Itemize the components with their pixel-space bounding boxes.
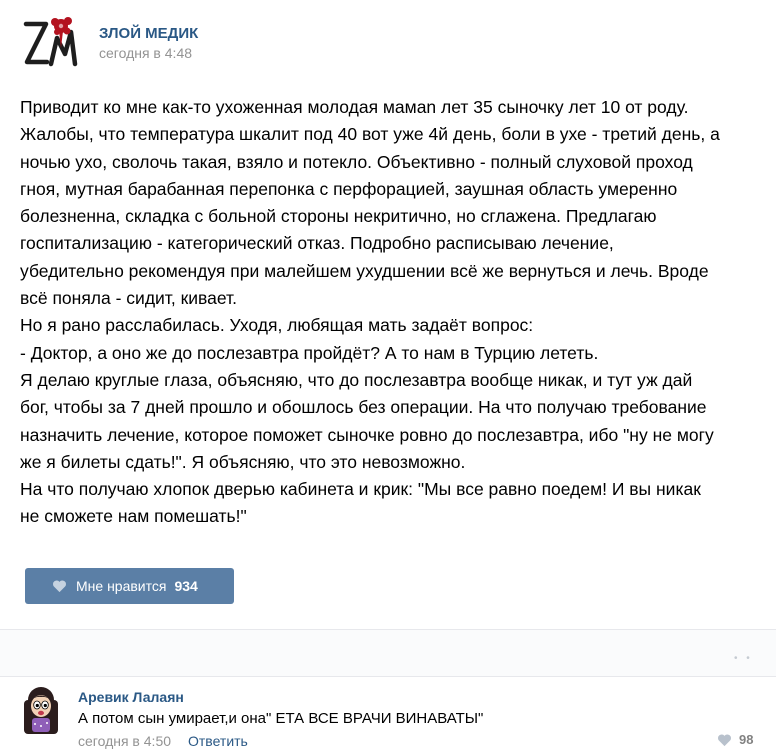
heart-icon (52, 579, 67, 593)
comment-like-count: 98 (739, 732, 754, 747)
post-text (20, 94, 760, 531)
comment-text: А потом сын умирает,и она" ЕТА ВСЕ ВРАЧИ ВИНАВАТЫ" (78, 710, 484, 727)
post-line: На что получаю хлопок дверью кабинета и крик: "Мы все равно поедем! И вы никак (20, 479, 701, 500)
post-line: ночью ухо, сволочь такая, взяло и потекло. Объективно - полный слуховой проход (20, 151, 693, 172)
zm-logo-icon[interactable] (21, 14, 79, 70)
post-line: болезненна, складка с больной стороны некритично, но сглажена. Предлагаю (20, 206, 657, 227)
post-line: Жалобы, что температура шкалит под 40 вот уже 4й день, боли в ухе - третий день, а (20, 124, 720, 145)
post-line: госпитализацию - категорический отказ. Подробно расписываю лечение, (20, 233, 614, 254)
like-label: Мне нравится (76, 578, 167, 594)
post-line: назначить лечение, которое поможет сыночке ровно до послезавтра, ибо "ну не могу (20, 424, 714, 445)
post-line: - Доктор, а оно же до послезавтра пройдёт? А то нам в Турцию лететь. (20, 342, 599, 363)
post-line: убедительно рекомендуя при малейшем ухудшении всё же вернуться и лечь. Вроде (20, 260, 709, 281)
comment-author[interactable]: Аревик Лалаян (78, 689, 184, 705)
post-line: Приводит ко мне как-то ухоженная молодая мамаn лет 35 сыночку лет 10 от роду. (20, 97, 689, 117)
post-line: всё поняла - сидит, кивает. (20, 288, 237, 309)
comment-input-area[interactable] (0, 630, 776, 676)
cartoon-girl-avatar[interactable] (21, 686, 61, 734)
divider (0, 676, 776, 677)
post-line: не сможете нам помешать!" (20, 506, 247, 527)
post-author[interactable]: ЗЛОЙ МЕДИК (99, 25, 199, 42)
more-dots-icon[interactable]: • • (734, 653, 753, 664)
post-line: Я делаю круглые глаза, объясняю, что до послезавтра вообще никак, и тут уж дай (20, 369, 693, 390)
post-line: бог, чтобы за 7 дней прошло и обошлось без операции. На что получаю требование (20, 397, 707, 418)
reply-button[interactable]: Ответить (188, 733, 248, 749)
post-line: Но я рано расслабилась. Уходя, любящая мать задаёт вопрос: (20, 315, 534, 336)
post-time[interactable]: сегодня в 4:48 (99, 45, 193, 61)
comment-like-button[interactable] (717, 732, 753, 747)
post-line: же я билеты сдать!". Я объясняю, что это невозможно. (20, 451, 466, 472)
like-button[interactable] (25, 568, 234, 604)
comment-time[interactable]: сегодня в 4:50 (78, 733, 172, 749)
heart-icon (717, 733, 732, 747)
post-line: гноя, мутная барабанная перепонка с перфорацией, заушная область умеренно (20, 178, 678, 199)
like-count: 934 (174, 578, 198, 594)
